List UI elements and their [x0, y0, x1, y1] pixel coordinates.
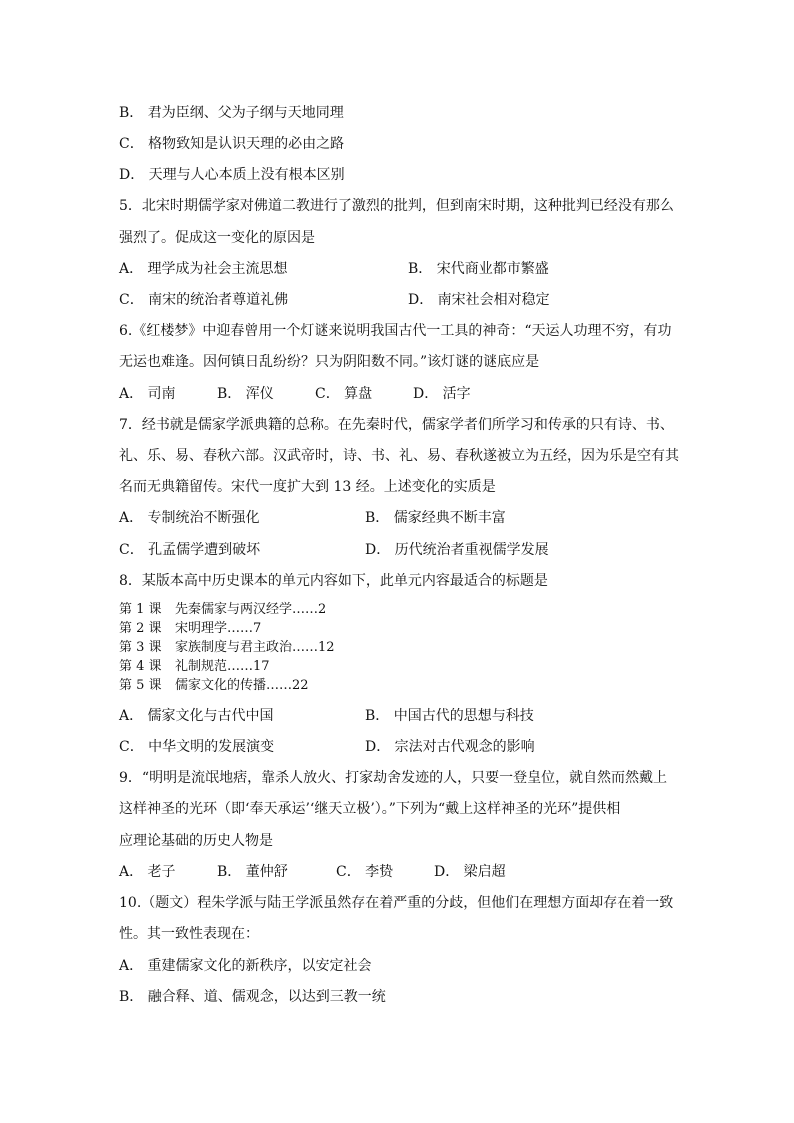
toc-lesson-number: 第 2 课	[119, 621, 162, 636]
q9-stem-line1: 9．“明明是流氓地痞，靠杀人放火、打家劫舍发迹的人，只要一登皇位，就自然而然戴上	[119, 770, 668, 786]
q7-stem-line1: 7．经书就是儒家学派典籍的总称。在先秦时代，儒家学者们所学习和传承的只有诗、书、	[119, 417, 674, 433]
toc-item	[119, 602, 326, 618]
q6-stem-line1: 6.《红楼梦》中迎春曾用一个灯谜来说明我国古代一工具的神奇：“天运人功理不穷，有功	[119, 323, 672, 339]
q4-option-d: D． 天理与人心本质上没有根本区别	[119, 167, 345, 183]
q10-stem-line1: 10.（题文）程朱学派与陆王学派虽然存在着严重的分歧，但他们在理想方面却存在着一致	[119, 895, 674, 911]
q5-stem-line2: 强烈了。促成这一变化的原因是	[119, 230, 315, 246]
q5-option-d: D． 南宋社会相对稳定	[408, 292, 550, 308]
q5-option-c: C． 南宋的统治者尊道礼佛	[119, 292, 289, 308]
q4-option-b: B． 君为臣纲、父为子纲与天地同理	[119, 105, 344, 121]
toc-lesson-title: 宋明理学……7	[175, 621, 262, 636]
toc-item	[119, 621, 261, 637]
toc-lesson-number: 第 4 课	[119, 659, 162, 674]
toc-lesson-title: 儒家文化的传播……22	[175, 678, 309, 693]
q7-stem-line3: 名而无典籍留传。宋代一度扩大到 13 经。上述变化的实质是	[119, 479, 496, 495]
toc-lesson-number: 第 5 课	[119, 678, 162, 693]
toc-lesson-title: 先秦儒家与两汉经学……2	[175, 602, 327, 617]
q9-stem-line3: 应理论基础的历史人物是	[119, 833, 273, 849]
q9-option-d: D． 梁启超	[434, 864, 506, 880]
q10-option-a: A． 重建儒家文化的新秩序，以安定社会	[119, 958, 372, 974]
q6-option-d: D． 活字	[413, 386, 471, 402]
q9-option-b: B． 董仲舒	[217, 864, 288, 880]
q7-option-c: C． 孔孟儒学遭到破坏	[119, 542, 261, 558]
q6-option-c: C． 算盘	[315, 386, 373, 402]
q4-option-c: C． 格物致知是认识天理的必由之路	[119, 136, 345, 152]
q8-option-a: A． 儒家文化与古代中国	[119, 708, 274, 724]
q6-stem-line2: 无运也难逢。因何镇日乱纷纷？只为阴阳数不同。”该灯谜的谜底应是	[119, 354, 540, 370]
q5-option-a: A． 理学成为社会主流思想	[119, 261, 288, 277]
q8-option-b: B． 中国古代的思想与科技	[365, 708, 534, 724]
q9-option-c: C． 李贽	[336, 864, 394, 880]
q6-option-a: A． 司南	[119, 386, 176, 402]
q10-option-b: B． 融合释、道、儒观念，以达到三教一统	[119, 989, 386, 1005]
q10-stem-line2: 性。其一致性表现在：	[119, 926, 259, 942]
q7-stem-line2: 礼、乐、易、春秋六部。汉武帝时，诗、书、礼、易、春秋遂被立为五经，因为乐是空有其	[119, 448, 679, 464]
q8-option-c: C． 中华文明的发展演变	[119, 739, 275, 755]
q5-option-b: B． 宋代商业都市繁盛	[408, 261, 549, 277]
q7-option-b: B． 儒家经典不断丰富	[365, 510, 506, 526]
q9-stem-line2: 这样神圣的光环（即‘奉天承运’‘继天立极’）。”下列为“戴上这样神圣的光环”提供相	[119, 801, 621, 817]
q7-option-a: A． 专制统治不断强化	[119, 510, 260, 526]
toc-lesson-title: 礼制规范……17	[175, 659, 270, 674]
toc-lesson-number: 第 3 课	[119, 640, 162, 655]
toc-item	[119, 659, 270, 675]
toc-item	[119, 640, 335, 656]
q8-option-d: D． 宗法对古代观念的影响	[365, 739, 535, 755]
toc-lesson-number: 第 1 课	[119, 602, 162, 617]
q9-option-a: A． 老子	[119, 864, 176, 880]
toc-lesson-title: 家族制度与君主政治……12	[175, 640, 335, 655]
q6-option-b: B． 浑仪	[217, 386, 274, 402]
q5-stem-line1: 5．北宋时期儒学家对佛道二教进行了激烈的批判，但到南宋时期，这种批判已经没有那么	[119, 198, 674, 214]
q8-stem: 8．某版本高中历史课本的单元内容如下，此单元内容最适合的标题是	[119, 573, 548, 589]
q7-option-d: D． 历代统治者重视儒学发展	[365, 542, 549, 558]
toc-item	[119, 678, 309, 694]
